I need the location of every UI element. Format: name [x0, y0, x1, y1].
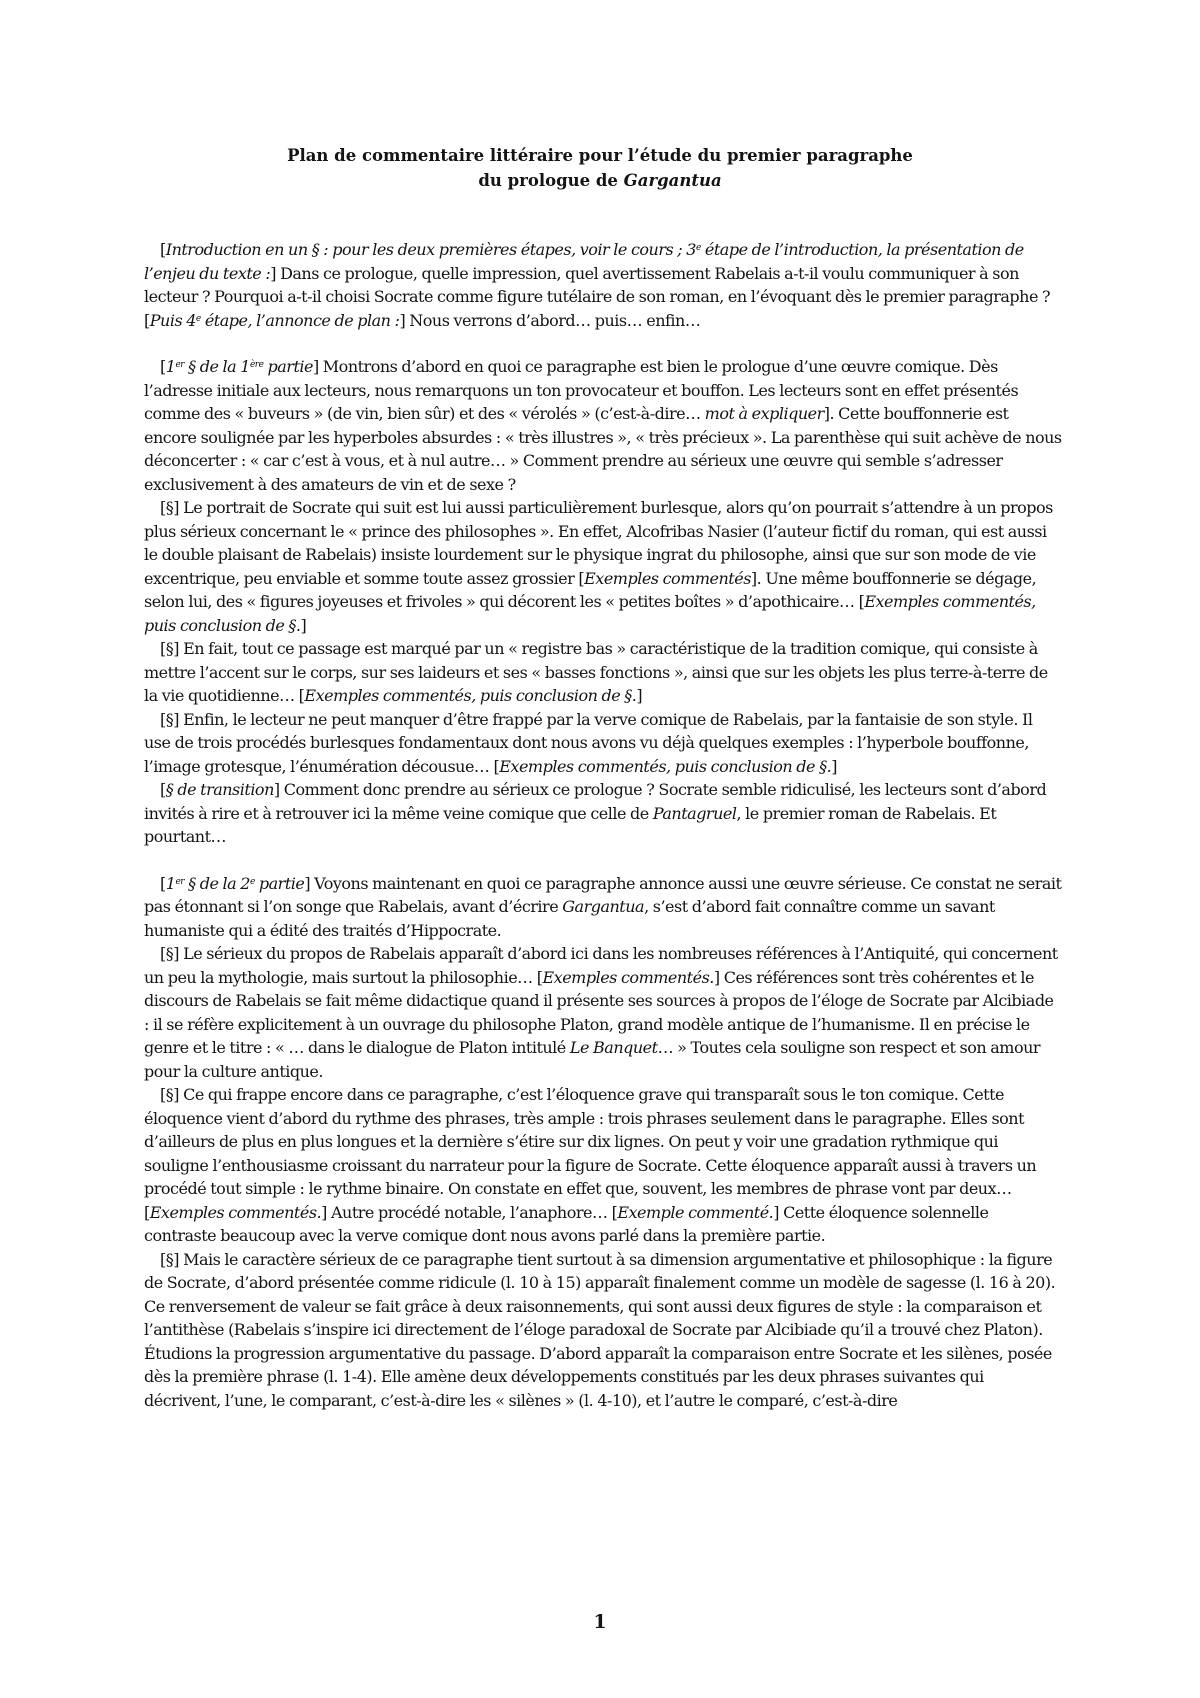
paragraph-introduction	[144, 238, 1062, 332]
italic-run: Gargantua	[562, 897, 645, 916]
italic-run: 1	[165, 357, 176, 376]
paragraph-part1-4	[144, 708, 1062, 779]
text-run: , le premier roman de Rabelais. Et pourtant…	[144, 803, 997, 846]
title-work-name: Gargantua	[623, 171, 722, 190]
paragraph-transition	[144, 778, 1062, 849]
italic-run: § de la 1	[184, 357, 250, 376]
paragraph-part2-3	[144, 1083, 1062, 1248]
paragraph-part1-1	[144, 355, 1062, 496]
text-run: ] Autre procédé notable, l’anaphore… [	[321, 1202, 618, 1222]
text-run: ] Nous verrons d’abord… puis… enfin…	[399, 310, 701, 330]
italic-run: mot à expliquer	[704, 404, 824, 423]
italic-run: § de transition	[165, 780, 274, 799]
italic-run: Exemples commentés.	[542, 967, 714, 987]
italic-run: Le Banquet	[569, 1038, 658, 1057]
italic-run: étape, l’annonce de plan :	[200, 310, 400, 330]
italic-run: étape de l’introduction, la présentation de l’enjeu du texte :	[144, 240, 1024, 283]
paragraph-part2-1	[144, 872, 1062, 943]
superscript-run: er	[175, 360, 185, 370]
superscript-run: e	[195, 313, 201, 324]
text-run: [	[160, 357, 166, 376]
text-run: … » Toutes cela souligne son respect et son amour pour la culture antique.	[144, 1038, 1041, 1081]
title-line-2-prefix: du prologue de	[478, 171, 624, 190]
italic-run: Puis 4	[149, 310, 196, 330]
text-run: ] Ces références sont très cohérentes et le discours de Rabelais se fait même didactique quand il présente ses sources à propos de l’éloge de Socrate par Alcibiade : il se réfère explicitement à un ouvrage du philosophe Platon, grand modèle antique de l’humanisme. Il en précise le genre et le titre : « … dans le dialogue de Platon intitulé	[144, 967, 1054, 1057]
paragraph-part2-4	[144, 1248, 1062, 1413]
italic-run: partie	[254, 873, 305, 893]
italic-run: Exemples commentés.	[149, 1202, 322, 1222]
paragraph-part1-3	[144, 637, 1062, 708]
superscript-run: e	[695, 243, 701, 253]
text-run: [§] Enfin, le lecteur ne peut manquer d’être frappé par la verve comique de Rabelais, par la fantaisie de son style. Il use de trois procédés burlesques fondamentaux dont nous avons vu déjà quelques exemples : l’hyperbole bouffonne, l’image grotesque, l’énumération décousue… [	[144, 709, 1033, 776]
text-run: ] Cette éloquence solennelle contraste beaucoup avec la verve comique dont nous avons parlé dans la première partie.	[144, 1202, 989, 1245]
text-run: [§] Mais le caractère sérieux de ce paragraphe tient surtout à sa dimension argumentative et philosophique : la figure de Socrate, d’abord présentée comme ridicule (l. 10 à 15) apparaît finalement comme un modèle de sagesse (l. 16 à 20). Ce renversement de valeur se fait grâce à deux raisonnements, qui sont aussi deux figures de style : la comparaison et l’antithèse (Rabelais s’inspire ici directement de l’éloge paradoxal de Socrate par Alcibiade qu’il a trouvé chez Platon). Étudions la progression argumentative du passage. D’abord apparaît la comparaison entre Socrate et les silènes, posée dès la première phrase (l. 1-4). Elle amène deux développements constitués par les deux phrases suivantes qui décrivent, l’une, le comparant, c’est-à-dire les « silènes » (l. 4-10), et l’autre le comparé, c’est-à-dire	[144, 1249, 1056, 1410]
text-run: [	[160, 873, 166, 893]
superscript-run: ère	[249, 360, 264, 370]
paragraph-part1-2	[144, 496, 1062, 637]
italic-run: Pantagruel	[652, 803, 737, 823]
italic-run: Exemple commenté.	[617, 1202, 774, 1222]
text-run: ] Comment donc prendre au sérieux ce prologue ? Socrate semble ridiculisé, les lecteurs sont d’abord invités à rire et à retrouver ici la même veine comique que celle de	[144, 780, 1047, 823]
text-run: ] Montrons d’abord en quoi ce paragraphe est bien le prologue d’une œuvre comique. Dès l’adresse initiale aux lecteurs, nous remarquons un ton provocateur et bouffon. Les lecteurs sont en effet présentés comme des « buveurs » (de vin, bien sûr) et des « vérolés » (c’est-à-dire…	[144, 357, 1019, 423]
italic-run: partie	[263, 357, 313, 376]
text-run: ] Dans ce prologue, quelle impression, quel avertissement Rabelais a-t-il voulu communiquer à son lecteur ? Pourquoi a-t-il choisi Socrate comme figure tutélaire de son roman, en l’évoquant dès le premier paragraphe ? [	[144, 263, 1051, 330]
text-run: [§] Ce qui frappe encore dans ce paragraphe, c’est l’éloquence grave qui transparaît sous le ton comique. Cette éloquence vient d’abord du rythme des phrases, très ample : trois phrases seulement dans le paragraphe. Elles sont d’ailleurs de plus en plus longues et la dernière s’étire sur dix lignes. On peut y voir une gradation rythmique qui souligne l’enthousiasme croissant du narrateur pour la figure de Socrate. Cette éloquence apparaît aussi à travers un procédé tout simple : le rythme binaire. On constate en effet que, souvent, les membres de phrase vont par deux… [	[144, 1085, 1037, 1222]
page-number: 1	[593, 1611, 607, 1633]
text-run: ]. Une même bouffonnerie se dégage, selon lui, des « figures joyeuses et frivoles » qui décorent les « petites boîtes » d’apothicaire… [	[144, 568, 1037, 611]
text-run: ]	[831, 756, 837, 776]
italic-run: Exemples commentés, puis conclusion de §.	[499, 756, 832, 776]
title-line-1: Plan de commentaire littéraire pour l’étude du premier paragraphe	[287, 146, 913, 165]
italic-run: Introduction en un § : pour les deux premières étapes, voir le cours ; 3	[165, 240, 696, 259]
text-run: ]. Cette bouffonnerie est encore soulignée par les hyperboles absurdes : « très illustres », « très précieux ». La parenthèse qui suit achève de nous déconcerter : « car c’est à vous, et à nul autre… » Comment prendre au sérieux une œuvre qui semble s’adresser exclusivement à des amateurs de vin et de sexe ?	[144, 404, 1062, 494]
text-run: [	[160, 240, 166, 259]
italic-run: Exemples commentés	[584, 568, 751, 588]
paragraph-part2-2	[144, 942, 1062, 1083]
italic-run: Exemples commentés, puis conclusion de §.	[304, 686, 637, 705]
text-run: [§] En fait, tout ce passage est marqué par un « registre bas » caractéristique de la tradition comique, qui consiste à mettre l’accent sur le corps, sur ses laideurs et ses « basses fonctions », ainsi que sur les objets les plus terre-à-terre de la vie quotidienne… [	[144, 639, 1048, 705]
italic-run: § de la 2	[184, 873, 250, 893]
text-run: ]	[300, 615, 307, 635]
italic-run: Exemples commentés, puis conclusion de §.	[144, 592, 1036, 635]
title-line-2	[0, 168, 1200, 193]
superscript-run: e	[249, 876, 255, 887]
document-body	[144, 238, 1062, 1412]
superscript-run: er	[175, 876, 185, 887]
text-run: ]	[636, 686, 643, 705]
italic-run: 1	[165, 873, 176, 893]
text-run: ] Voyons maintenant en quoi ce paragraphe annonce aussi une œuvre sérieuse. Ce constat ne serait pas étonnant si l’on songe que Rabelais, avant d’écrire	[144, 873, 1062, 916]
text-run: [§] Le portrait de Socrate qui suit est lui aussi particulièrement burlesque, alors qu’on pourrait s’attendre à un propos plus sérieux concernant le « prince des philosophes ». En effet, Alcofribas Nasier (l’auteur fictif du roman, qui est aussi le double plaisant de Rabelais) insiste lourdement sur le physique ingrat du philosophe, ainsi que sur son mode de vie excentrique, peu enviable et somme toute assez grossier [	[144, 498, 1053, 588]
text-run: [	[160, 780, 166, 799]
text-run: [§] Le sérieux du propos de Rabelais apparaît d’abord ici dans les nombreuses références à l’Antiquité, qui concernent un peu la mythologie, mais surtout la philosophie… [	[144, 944, 1058, 987]
document-title	[0, 143, 1200, 193]
text-run: , s’est d’abord fait connaître comme un savant humaniste qui a édité des traités d’Hippocrate.	[144, 897, 995, 940]
